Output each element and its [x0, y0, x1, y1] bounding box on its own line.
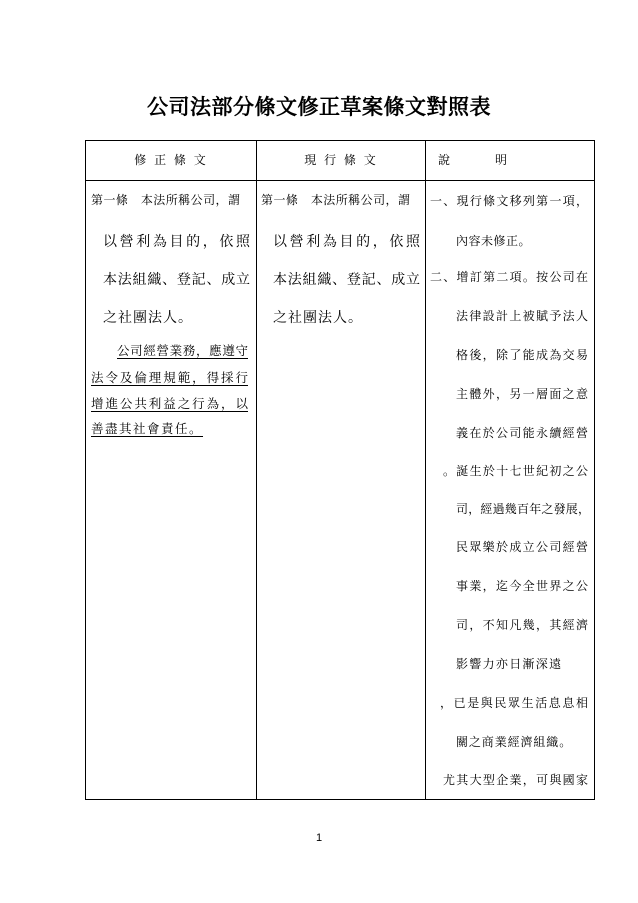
column-divider-2 [425, 141, 426, 799]
current-p1-line: 之社團法人。 [273, 310, 363, 326]
amended-article-heading: 第一條 本法所稱公司，謂 [91, 193, 240, 207]
current-article-heading: 第一條 本法所稱公司，謂 [261, 193, 410, 207]
explanation-line: 主體外，另一層面之意 [456, 387, 588, 401]
current-p1-line: 以營利為目的，依照 [273, 234, 420, 250]
amended-p2-line: 公司經營業務，應遵守 [117, 343, 248, 358]
explanation-line: 尤其大型企業，可與國家 [443, 773, 588, 787]
page-number: 1 [315, 832, 323, 844]
explanation-line: 影響力亦日漸深遠 [456, 657, 563, 671]
explanation-line: 二、增訂第二項。按公司在 [430, 270, 588, 284]
header-explanation: 說 明 [438, 153, 515, 167]
column-divider-1 [256, 141, 257, 799]
header-divider [86, 180, 594, 181]
explanation-line: 內容未修正。 [456, 234, 532, 248]
header-amended: 修 正 條 文 [134, 153, 208, 167]
explanation-line: 格後，除了能成為交易 [456, 348, 588, 362]
amended-p2-line: 法令及倫理規範，得採行 [91, 370, 248, 385]
explanation-line: 法律設計上被賦予法人 [456, 309, 588, 323]
comparison-table [85, 140, 595, 800]
document-title: 公司法部分條文修正草案條文對照表 [147, 94, 491, 119]
amended-p2-line: 增進公共利益之行為，以 [91, 396, 248, 411]
explanation-line: 司，不知凡幾，其經濟 [456, 618, 588, 632]
explanation-line: ，已是與民眾生活息息相 [440, 696, 588, 710]
current-p1-line: 本法組織、登記、成立 [273, 272, 420, 288]
header-current: 現 行 條 文 [304, 153, 378, 167]
explanation-line: 司，經過幾百年之發展， [456, 502, 590, 516]
amended-p1-line: 以營利為目的，依照 [103, 234, 250, 250]
explanation-line: 關之商業經濟組織。 [456, 735, 573, 749]
amended-p2-line: 善盡其社會責任。 [91, 421, 204, 436]
explanation-line: 事業，迄今全世界之公 [456, 579, 588, 593]
explanation-line: 義在於公司能永續經營 [456, 426, 588, 440]
explanation-line: 一、現行條文移列第一項， [430, 194, 588, 208]
explanation-line: 。誕生於十七世紀初之公 [443, 464, 588, 478]
amended-p1-line: 本法組織、登記、成立 [103, 272, 250, 288]
amended-p1-line: 之社團法人。 [103, 310, 193, 326]
explanation-line: 民眾樂於成立公司經營 [456, 540, 588, 554]
